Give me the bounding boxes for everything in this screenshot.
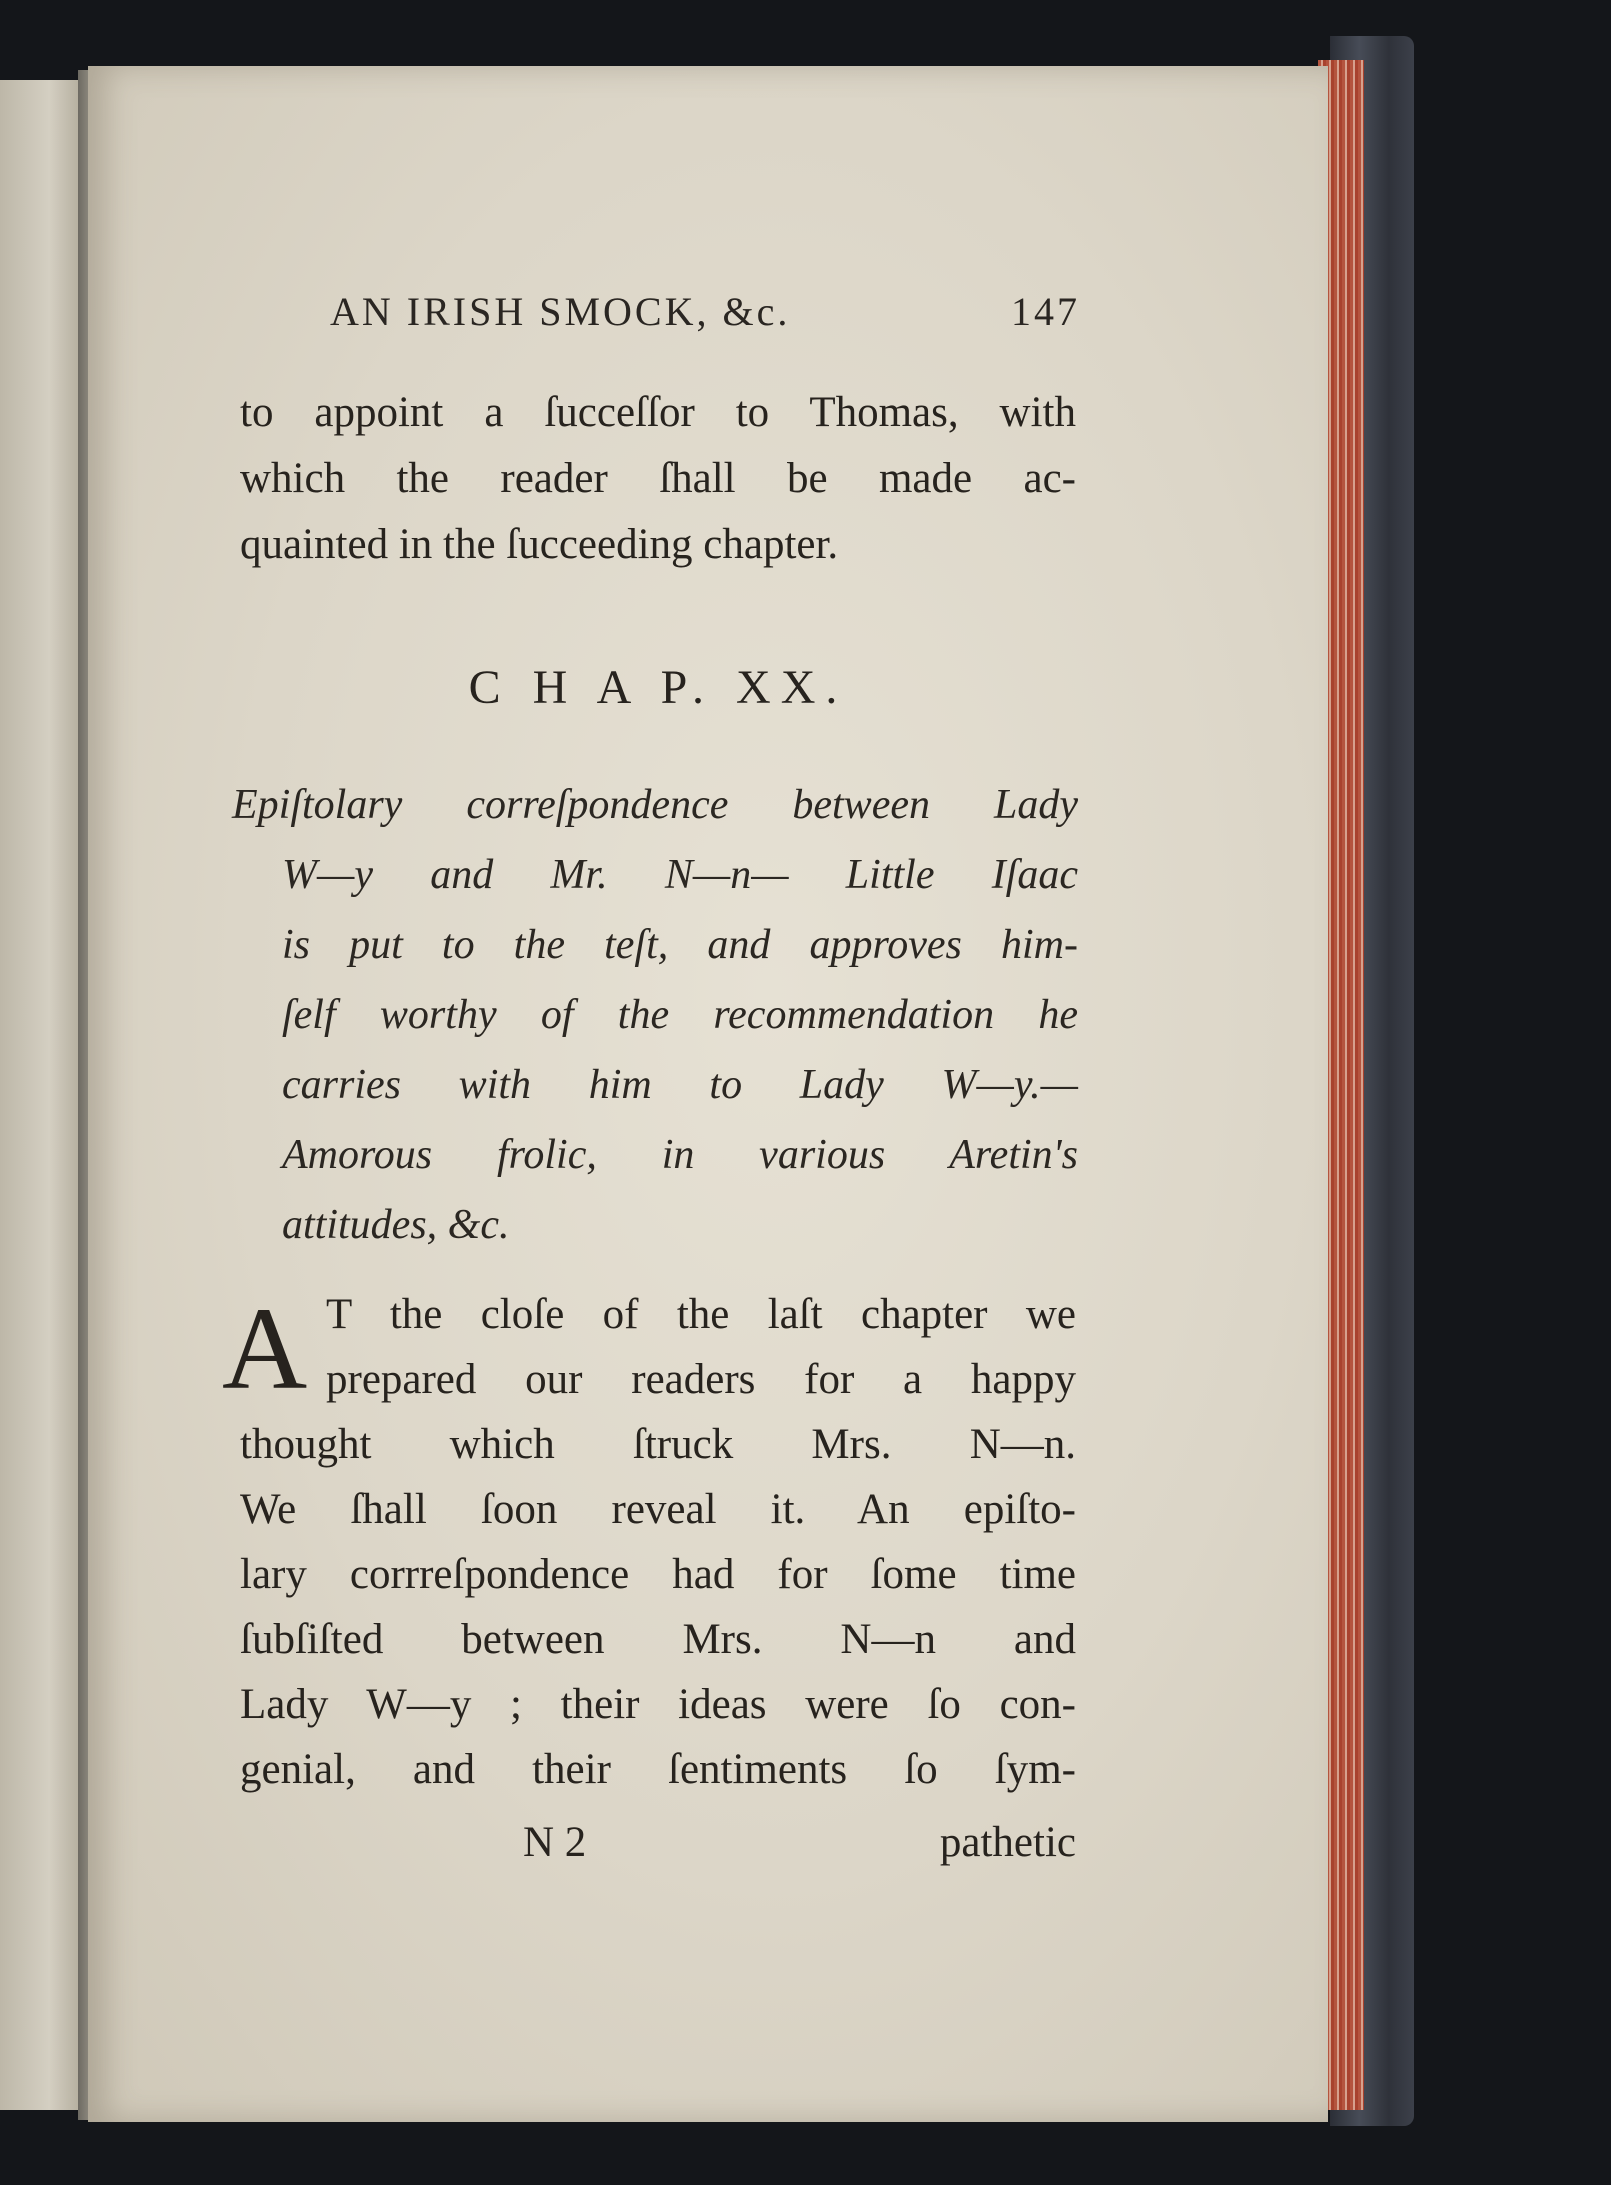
summary-line: W—y and Mr. N—n— Little Iſaac <box>282 852 1078 898</box>
facing-page-edge <box>0 80 84 2110</box>
text-line: to appoint a ſucceſſor to Thomas, with <box>240 389 1076 436</box>
text-line: ſubſiſted between Mrs. N—n and <box>240 1616 1076 1663</box>
text-line: thought which ſtruck Mrs. N—n. <box>240 1421 1076 1468</box>
signature-mark: N 2 <box>523 1819 587 1866</box>
summary-line: Epiſtolary correſpondence between Lady <box>232 782 1078 828</box>
summary-line: is put to the teſt, and approves him- <box>282 922 1078 968</box>
text-line: We ſhall ſoon reveal it. An epiſto- <box>240 1486 1076 1533</box>
text-line: quainted in the ſucceeding chapter. <box>240 521 839 568</box>
text-line: genial, and their ſentiments ſo ſym- <box>240 1746 1076 1793</box>
summary-line: Amorous frolic, in various Aretin's <box>282 1132 1078 1178</box>
drop-cap: A <box>222 1283 308 1414</box>
running-title: AN IRISH SMOCK, &c. <box>330 289 791 334</box>
continuation-paragraph <box>240 380 1076 578</box>
summary-line: ſelf worthy of the recommendation he <box>282 992 1078 1038</box>
text-line: Lady W—y ; their ideas were ſo con- <box>240 1681 1076 1728</box>
text-line: lary corrreſpondence had for ſome time <box>240 1551 1076 1598</box>
chapter-summary <box>232 770 1078 1260</box>
chapter-heading: C H A P. XX. <box>468 661 848 714</box>
summary-line: carries with him to Lady W—y.— <box>282 1062 1078 1108</box>
page-footer <box>240 1818 1076 1884</box>
summary-line: attitudes, &c. <box>282 1202 510 1248</box>
text-line: T the cloſe of the laſt chapter we <box>326 1291 1076 1338</box>
catchword: pathetic <box>939 1819 1076 1866</box>
text-line: prepared our readers for a happy <box>326 1356 1076 1403</box>
text-line: which the reader ſhall be made ac- <box>240 455 1076 502</box>
page-number: 147 <box>1011 289 1080 334</box>
body-paragraph <box>240 1282 1076 1802</box>
